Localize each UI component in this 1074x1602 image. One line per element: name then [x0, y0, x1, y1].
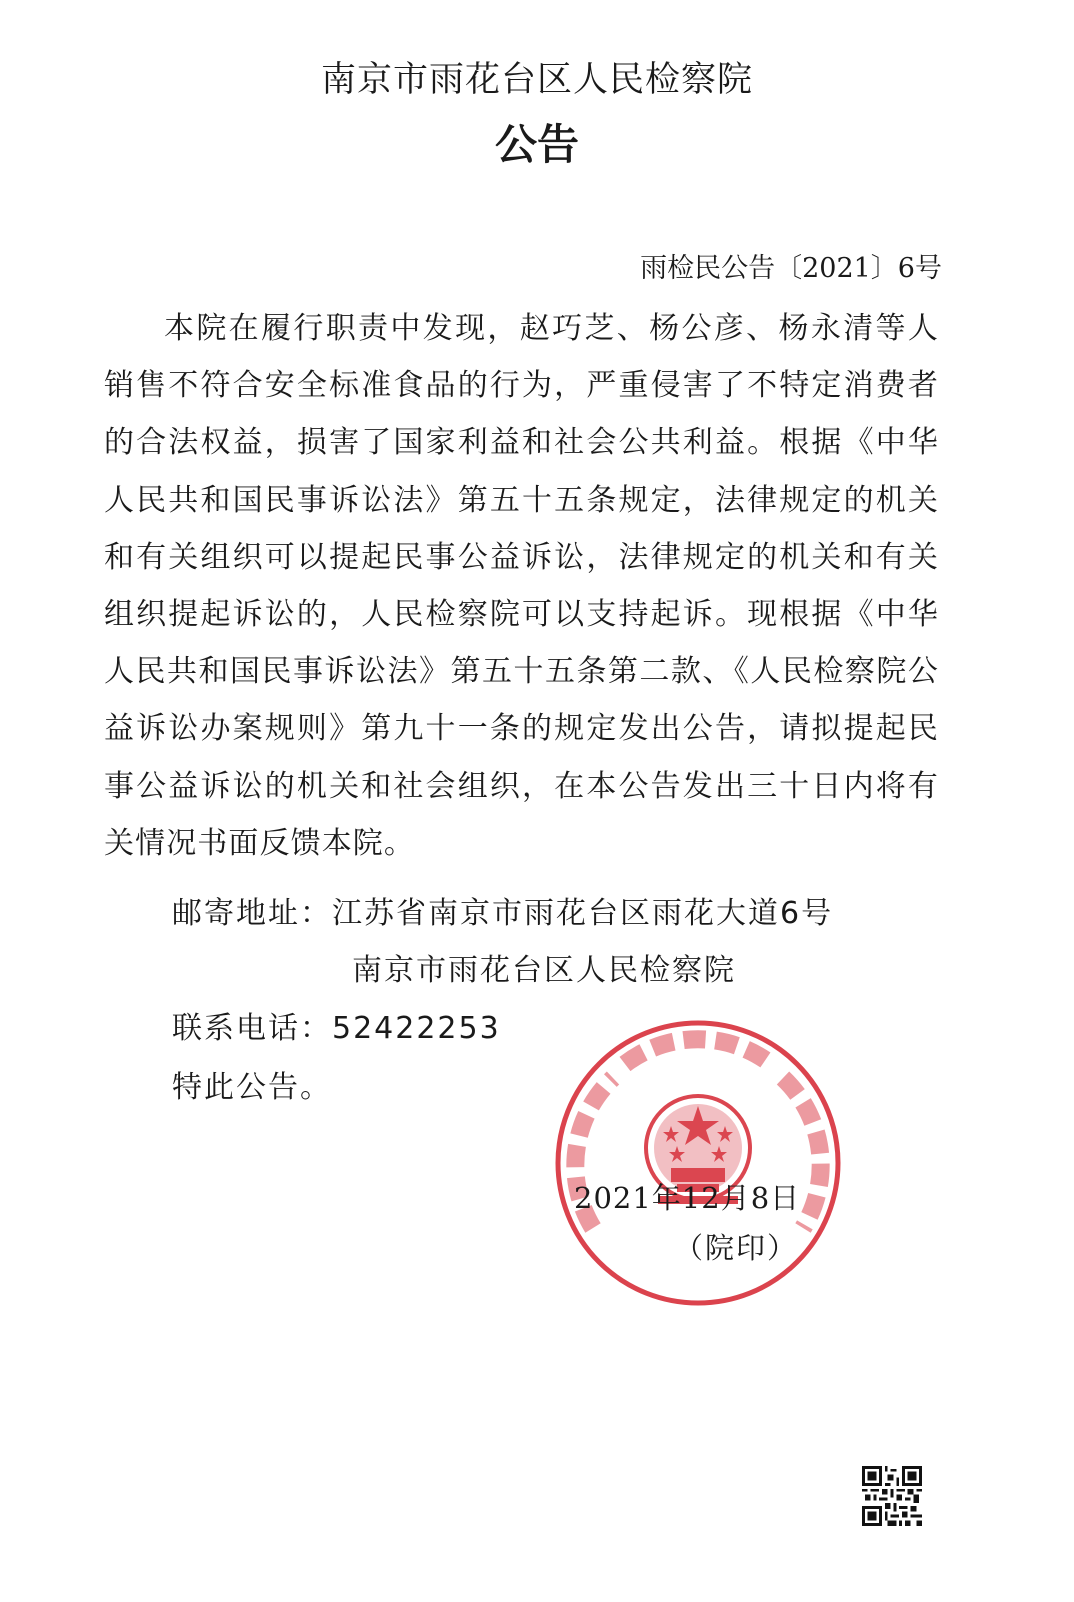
- mailing-address: 邮寄地址：江苏省南京市雨花台区雨花大道6号: [172, 896, 834, 931]
- contact-phone: 联系电话：52422253: [172, 1011, 501, 1046]
- qr-code-icon: [862, 1466, 922, 1526]
- document-number: 雨检民公告〔2021〕6号: [640, 253, 942, 284]
- organization-title: 南京市雨花台区人民检察院: [320, 60, 753, 100]
- announcement-paragraph: 本院在履行职责中发现，赵巧芝、杨公彦、杨永清等人销售不符合安全标准食品的行为，严重侵害了不特定消费者的合法权益，损害了国家利益和社会公共利益。根据《中华人民共和国民事诉讼法》第五十五条规定，法律规定的机关和有关组织可以提起民事公益诉讼，法律规定的机关和有关组织提起诉讼的，人民检察院可以支持起诉。现根据《中华人民共和国民事诉讼法》第五十五条第二款、《人民检察院公益诉讼办案规则》第九十一条的规定发出公告，请拟提起民事公益诉讼的机关和社会组织，在本公告发出三十日内将有关情况书面反馈本院。: [104, 311, 939, 861]
- document-title: 公告: [494, 120, 579, 169]
- closing-statement: 特此公告。: [172, 1070, 332, 1105]
- seal-note: （院印）: [674, 1231, 799, 1265]
- mailing-recipient: 南京市雨花台区人民检察院: [352, 953, 736, 988]
- signature-date: 2021年12月8日: [574, 1181, 801, 1215]
